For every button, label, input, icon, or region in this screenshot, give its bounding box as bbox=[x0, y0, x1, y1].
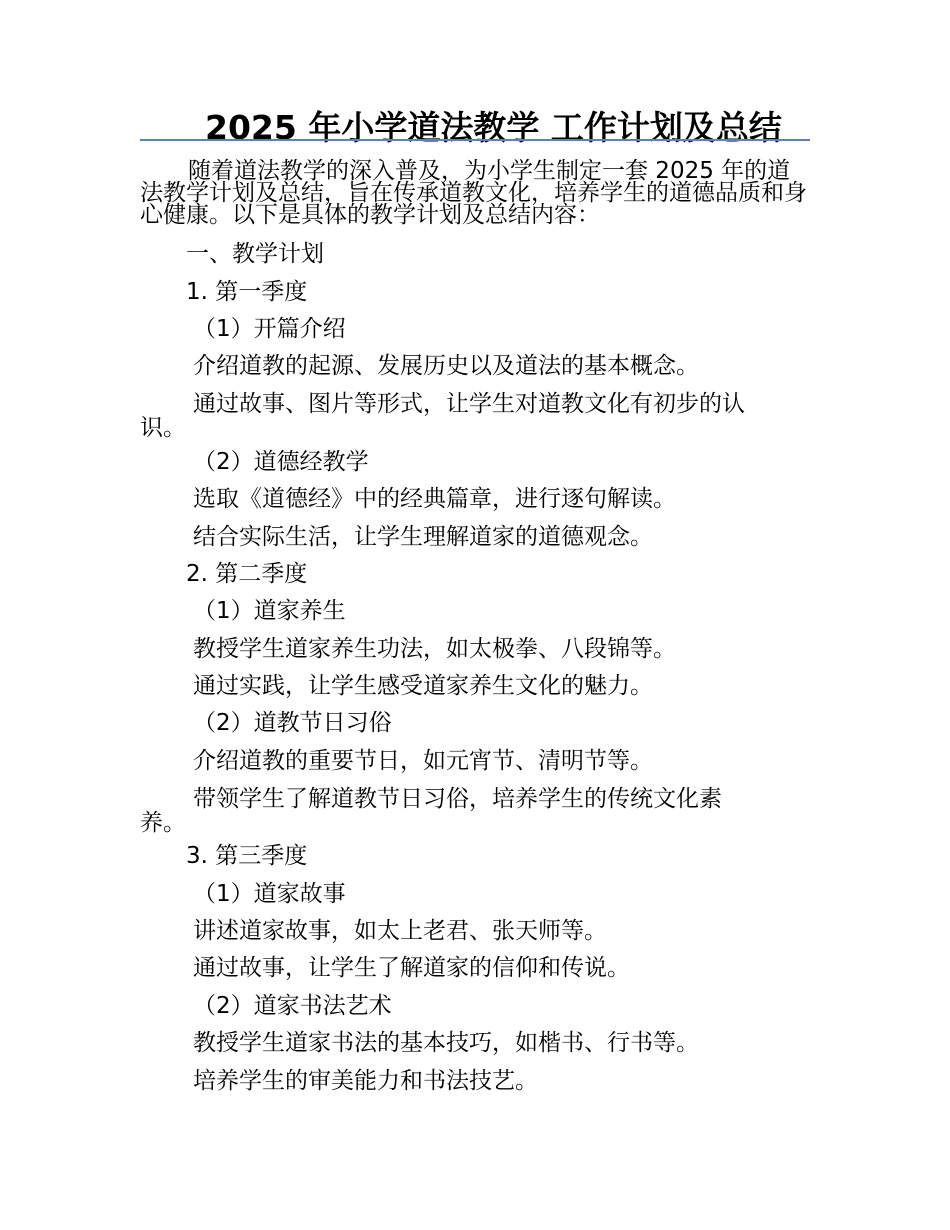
document-title: 2025 年小学道法教学 工作计划及总结 bbox=[205, 108, 782, 147]
list-item-continuation: 养。 bbox=[140, 810, 186, 836]
list-item: 教授学生道家书法的基本技巧，如楷书、行书等。 bbox=[193, 1030, 699, 1056]
list-item: 介绍道教的重要节日，如元宵节、清明节等。 bbox=[193, 748, 653, 774]
subsection-heading: （1）道家故事 bbox=[193, 881, 346, 907]
subsection-heading: （1）道家养生 bbox=[193, 598, 346, 624]
subsection-heading: （2）道教节日习俗 bbox=[193, 710, 392, 736]
title-underline bbox=[140, 139, 810, 141]
section-heading-teaching-plan: 一、教学计划 bbox=[186, 241, 324, 267]
subsection-heading: （2）道家书法艺术 bbox=[193, 993, 392, 1019]
list-item: 培养学生的审美能力和书法技艺。 bbox=[193, 1068, 538, 1094]
list-item-continuation: 识。 bbox=[140, 415, 186, 441]
intro-paragraph: 随着道法教学的深入普及，为小学生制定一套 2025 年的道法教学计划及总结，旨在传承道教文化，培养学生的道德品质和身心健康。以下是具体的教学计划及总结内容： bbox=[140, 158, 807, 228]
list-item: 选取《道德经》中的经典篇章，进行逐句解读。 bbox=[193, 486, 676, 512]
list-item: 介绍道教的起源、发展历史以及道法的基本概念。 bbox=[193, 353, 699, 379]
quarter-heading-1: 1. 第一季度 bbox=[186, 279, 308, 305]
list-item: 通过实践，让学生感受道家养生文化的魅力。 bbox=[193, 673, 653, 699]
list-item: 通过故事，让学生了解道家的信仰和传说。 bbox=[193, 955, 630, 981]
list-item: 结合实际生活，让学生理解道家的道德观念。 bbox=[193, 524, 653, 550]
list-item: 教授学生道家养生功法，如太极拳、八段锦等。 bbox=[193, 636, 676, 662]
subsection-heading: （1）开篇介绍 bbox=[193, 316, 346, 342]
quarter-heading-3: 3. 第三季度 bbox=[186, 843, 308, 869]
list-item: 带领学生了解道教节日习俗，培养学生的传统文化素 bbox=[193, 786, 722, 812]
list-item: 讲述道家故事，如太上老君、张天师等。 bbox=[193, 918, 607, 944]
quarter-heading-2: 2. 第二季度 bbox=[186, 561, 308, 587]
list-item: 通过故事、图片等形式，让学生对道教文化有初步的认 bbox=[193, 391, 745, 417]
subsection-heading: （2）道德经教学 bbox=[193, 449, 369, 475]
